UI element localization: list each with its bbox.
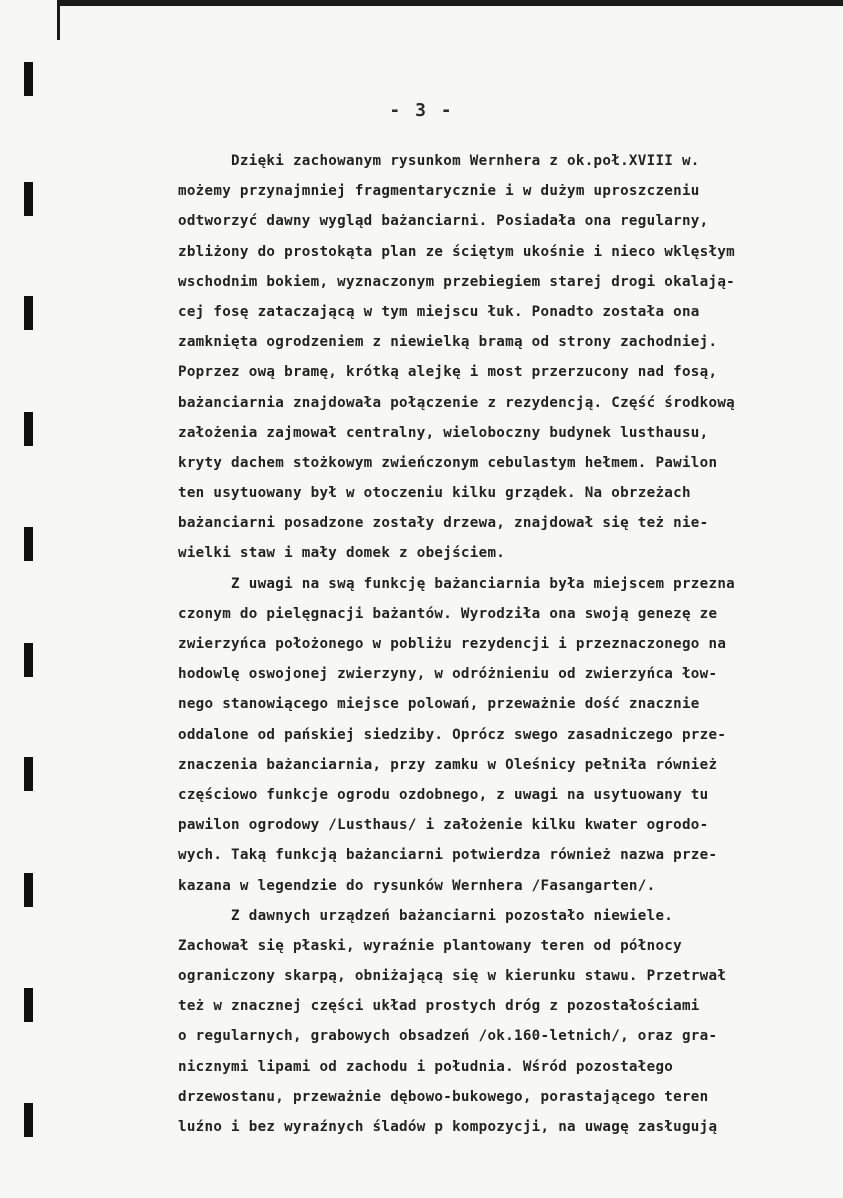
- punch-hole-mark: [24, 182, 33, 216]
- punch-hole-mark: [24, 757, 33, 791]
- page-number: - 3 -: [389, 100, 454, 121]
- text-line: Poprzez ową bramę, krótką alejkę i most przerzucony nad fosą,: [178, 364, 718, 381]
- punch-hole-mark: [24, 296, 33, 330]
- text-line: drzewostanu, przeważnie dębowo-bukowego, porastającego teren: [178, 1088, 709, 1105]
- punch-hole-mark: [24, 643, 33, 677]
- text-line: odtworzyć dawny wygląd bażanciarni. Posiadała ona regularny,: [178, 213, 709, 230]
- text-line: zbliżony do prostokąta plan ze ściętym ukośnie i nieco wklęsłym: [178, 243, 736, 260]
- text-line: kryty dachem stożkowym zwieńczonym cebulastym hełmem. Pawilon: [178, 454, 718, 471]
- punch-hole-mark: [24, 988, 33, 1022]
- text-line: pawilon ogrodowy /Lusthaus/ i założenie kilku kwater ogrodo-: [178, 817, 709, 834]
- text-line: hodowlę oswojonej zwierzyny, w odróżnieniu od zwierzyńca łow-: [178, 666, 718, 683]
- text-line: Zachował się płaski, wyraźnie plantowany teren od północy: [178, 937, 682, 954]
- text-line: Z dawnych urządzeń bażanciarni pozostało niewiele.: [178, 907, 674, 924]
- top-border-line: [58, 0, 843, 6]
- text-line: czonym do pielęgnacji bażantów. Wyrodziła ona swoją genezę ze: [178, 605, 718, 622]
- punch-hole-mark: [24, 62, 33, 96]
- text-line: oddalone od pańskiej siedziby. Oprócz swego zasadniczego prze-: [178, 726, 727, 743]
- text-line: założenia zajmował centralny, wieloboczny budynek lusthausu,: [178, 424, 709, 441]
- text-line: znaczenia bażanciarnia, przy zamku w Oleśnicy pełniła również: [178, 756, 718, 773]
- text-line: też w znacznej części układ prostych dróg z pozostałościami: [178, 998, 700, 1015]
- text-line: zamknięta ogrodzeniem z niewielką bramą od strony zachodniej.: [178, 334, 718, 351]
- punch-hole-mark: [24, 873, 33, 907]
- text-line: bażanciarnia znajdowała połączenie z rezydencją. Część środkową: [178, 394, 736, 411]
- top-border-corner: [57, 0, 60, 40]
- text-line: kazana w legendzie do rysunków Wernhera /Fasangarten/.: [178, 877, 656, 894]
- text-line: ten usytuowany był w otoczeniu kilku grządek. Na obrzeżach: [178, 485, 691, 502]
- punch-hole-mark: [24, 527, 33, 561]
- text-line: bażanciarni posadzone zostały drzewa, znajdował się też nie-: [178, 515, 709, 532]
- text-line: Dzięki zachowanym rysunkom Wernhera z ok.poł.XVIII w.: [178, 153, 700, 169]
- text-line: zwierzyńca położonego w pobliżu rezydencji i przeznaczonego na: [178, 636, 727, 652]
- text-line: luźno i bez wyraźnych śladów p kompozycji, na uwagę zasługują: [178, 1119, 718, 1135]
- text-line: wielki staw i mały domek z obejściem.: [178, 545, 506, 562]
- text-line: ograniczony skarpą, obniżającą się w kierunku stawu. Przetrwał: [178, 968, 727, 985]
- text-line: wschodnim bokiem, wyznaczonym przebiegiem starej drogi okalają-: [178, 273, 736, 290]
- text-line: nego stanowiącego miejsce polowań, przeważnie dość znacznie: [178, 696, 700, 713]
- body-text: [178, 146, 828, 1142]
- punch-hole-mark: [24, 412, 33, 446]
- punch-hole-mark: [24, 1103, 33, 1137]
- text-line: o regularnych, grabowych obsadzeń /ok.160-letnich/, oraz gra-: [178, 1028, 718, 1045]
- text-line: cej fosę zataczającą w tym miejscu łuk. Ponadto została ona: [178, 303, 700, 320]
- text-line: możemy przynajmniej fragmentarycznie i w dużym uproszczeniu: [178, 183, 700, 200]
- text-line: wych. Taką funkcją bażanciarni potwierdza również nazwa prze-: [178, 847, 718, 864]
- text-line: Z uwagi na swą funkcję bażanciarnia była miejscem przezna: [178, 575, 736, 592]
- text-line: częściowo funkcje ogrodu ozdobnego, z uwagi na usytuowany tu: [178, 786, 709, 803]
- text-line: nicznymi lipami od zachodu i południa. Wśród pozostałego: [178, 1058, 674, 1075]
